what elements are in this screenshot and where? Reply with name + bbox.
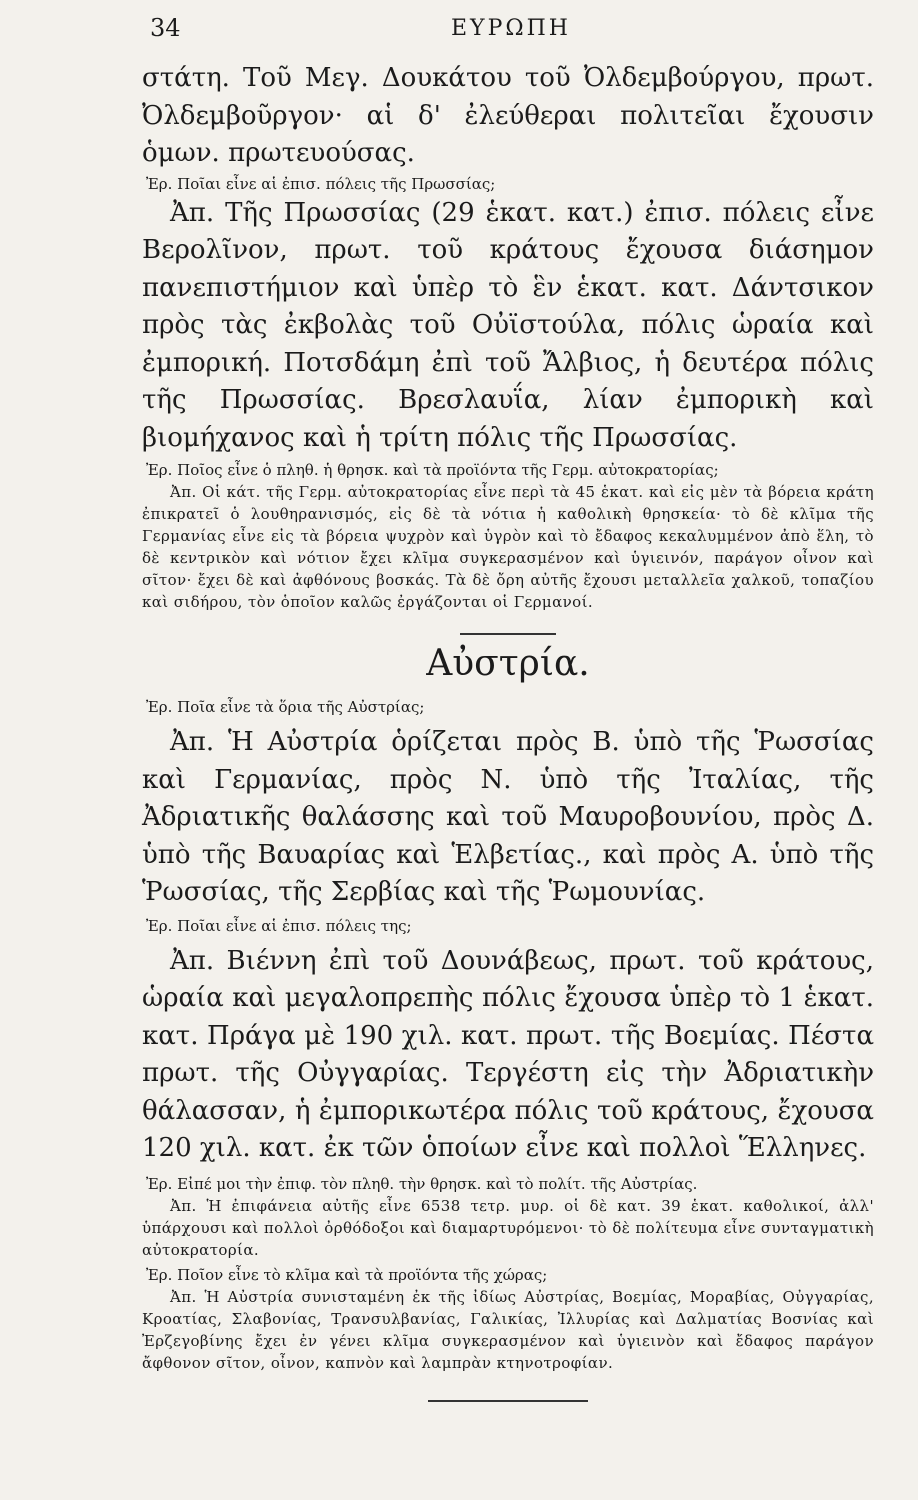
ornamental-divider [142,633,874,635]
prussia-intro-paragraph: στάτη. Τοῦ Μεγ. Δουκάτου τοῦ Ὀλδεμβούργου, πρωτ. Ὀλδεμβοῦργον· αἱ δ' ἐλεύθεραι πολιτεῖαι ἔχουσιν ὁμων. πρωτευούσας. [142,63,874,168]
question-prussia-cities: Ἐρ. Ποῖαι εἶνε αἱ ἐπισ. πόλεις τῆς Πρωσσίας; [146,174,496,193]
page-body [142,60,874,1402]
answer-german-empire: Ἀπ. Οἱ κάτ. τῆς Γερμ. αὐτοκρατορίας εἶνε περὶ τὰ 45 ἑκατ. καὶ εἰς μὲν τὰ βόρεια κράτη ἐπικρατεῖ ὁ λουθηρανισμός, εἰς δὲ τὰ νότια ἡ καθολικὴ θρησκεία· τὸ δὲ κλῖμα τῆς Γερμανίας εἶνε εἰς τὰ βόρεια ψυχρὸν καὶ ὑγρὸν καὶ τὸ ἔδαφος κεκαλυμμένον ἀπὸ ἕλη, τὸ δὲ κεντρικὸν καὶ νότιον ἔχει κλῖμα συγκερασμένον καὶ ὑγιεινόν, παράγον οἶνον καὶ σῖτον· ἔχει δὲ καὶ ἀφθόνους βοσκάς. Τὰ δὲ ὄρη αὐτῆς ἔχουσι μεταλλεῖα χαλκοῦ, τοπαζίου καὶ σιδήρου, τὸν ὁποῖον καλῶς ἐργάζονται οἱ Γερμανοί. [142,483,874,611]
page-header [150,14,872,48]
page-number: 34 [150,14,181,42]
question-austria-climate: Ἐρ. Ποῖον εἶνε τὸ κλῖμα καὶ τὰ προϊόντα τῆς χώρας; [146,1265,548,1284]
section-title-austria: Αὐστρία. [426,643,590,684]
question-austria-borders: Ἐρ. Ποῖα εἶνε τὰ ὅρια τῆς Αὐστρίας; [146,698,425,716]
end-divider [142,1400,874,1402]
answer-austria-climate: Ἀπ. Ἡ Αὐστρία συνισταμένη ἐκ τῆς ἰδίως Αὐστρίας, Βοεμίας, Μοραβίας, Οὐγγαρίας, Κροατίας, Σλαβονίας, Τρανσυλβανίας, Γαλικίας, Ἰλλυρίας καὶ Δαλματίας Βοσνίας καὶ Ἐρζεγοβίνης ἔχει ἐν γένει κλῖμα συγκερασμένον καὶ ὑγιεινὸν καὶ ἔδαφος παράγον ἄφθονον σῖτον, οἶνον, καπνὸν καὶ λαμπρὰν κτηνοτροφίαν. [142,1287,874,1372]
answer-prussia-cities: Ἀπ. Τῆς Πρωσσίας (29 ἑκατ. κατ.) ἐπισ. πόλεις εἶνε Βερολῖνον, πρωτ. τοῦ κράτους ἔχουσα διάσημον πανεπιστήμιον καὶ ὑπὲρ τὸ ἓν ἑκατ. κατ. Δάντσικον πρὸς τὰς ἐκβολὰς τοῦ Οὐϊστούλα, πόλις ὡραία καὶ ἐμπορική. Ποτσδάμη ἐπὶ τοῦ Ἄλβιος, ἡ δευτέρα πόλις τῆς Πρωσσίας. Βρεσλαυΐα, λίαν ἐμπορικὴ καὶ βιομήχανος καὶ ἡ τρίτη πόλις τῆς Πρωσσίας. [142,197,874,453]
question-austria-area: Ἐρ. Εἰπέ μοι τὴν ἐπιφ. τὸν πληθ. τὴν θρησκ. καὶ τὸ πολίτ. τῆς Αὐστρίας. [146,1174,698,1193]
answer-austria-borders: Ἀπ. Ἡ Αὐστρία ὁρίζεται πρὸς Β. ὑπὸ τῆς Ῥωσσίας καὶ Γερμανίας, πρὸς Ν. ὑπὸ τῆς Ἰταλίας, τῆς Ἀδριατικῆς θαλάσσης καὶ τοῦ Μαυροβουνίου, πρὸς Δ. ὑπὸ τῆς Βαυαρίας καὶ Ἑλβετίας., καὶ πρὸς Α. ὑπὸ τῆς Ῥωσσίας, τῆς Σερβίας καὶ τῆς Ῥωμουνίας. [142,727,874,907]
answer-austria-cities: Ἀπ. Βιέννη ἐπὶ τοῦ Δουνάβεως, πρωτ. τοῦ κράτους, ὡραία καὶ μεγαλοπρεπὴς πόλις ἔχουσα ὑπὲρ τὸ 1 ἑκατ. κατ. Πράγα μὲ 190 χιλ. κατ. πρωτ. τῆς Βοεμίας. Πέστα πρωτ. τῆς Οὐγγαρίας. Τεργέστη εἰς τὴν Ἀδριατικὴν θάλασσαν, ἡ ἐμπορικωτέρα πόλις τοῦ κράτους, ἔχουσα 120 χιλ. κατ. ἐκ τῶν ὁποίων εἶνε καὶ πολλοὶ Ἕλληνες. [142,945,874,1163]
running-head: ΕΥΡΩΠΗ [451,16,571,41]
question-austria-cities: Ἐρ. Ποῖαι εἶνε αἱ ἐπισ. πόλεις της; [146,916,412,935]
question-german-empire: Ἐρ. Ποῖος εἶνε ὁ πληθ. ἡ θρησκ. καὶ τὰ προϊόντα τῆς Γερμ. αὐτοκρατορίας; [146,461,719,479]
answer-austria-area: Ἀπ. Ἡ ἐπιφάνεια αὐτῆς εἶνε 6538 τετρ. μυρ. οἱ δὲ κατ. 39 ἑκατ. καθολικοί, ἀλλ' ὑπάρχουσι καὶ πολλοὶ ὀρθόδοξοι καὶ διαμαρτυρόμενοι· τὸ δὲ πολίτευμα εἶνε συνταγματικὴ αὐτοκρατορία. [142,1196,874,1259]
